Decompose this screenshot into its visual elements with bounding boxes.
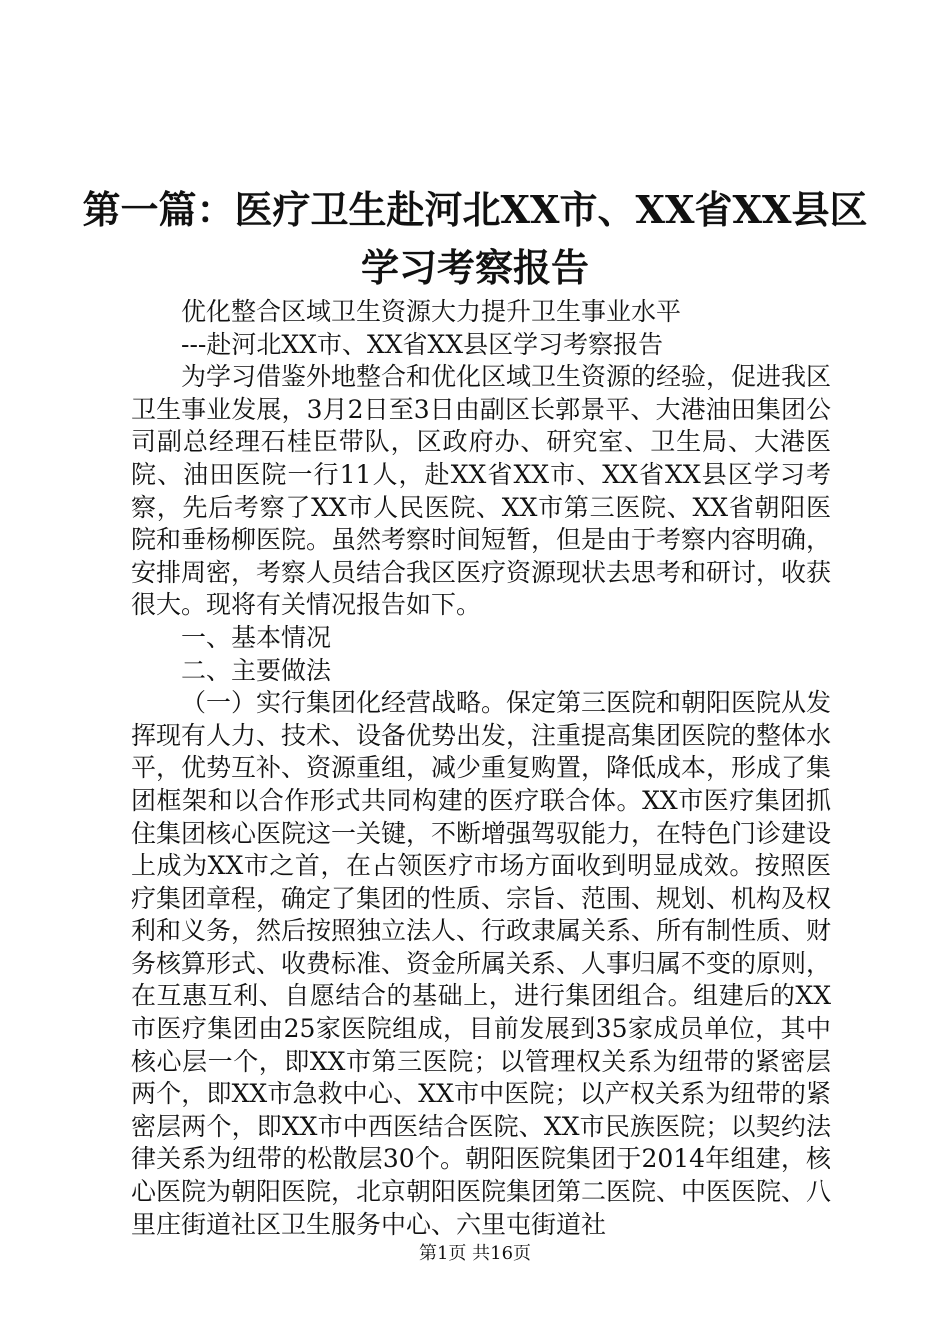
subtitle-paragraph: ---赴河北XX市、XX省XX县区学习考察报告 <box>181 329 664 359</box>
page-footer: 第1页 共16页 <box>418 1243 532 1264</box>
section-heading: 一、基本情况 <box>181 622 332 652</box>
body-paragraph: （一）实行集团化经营战略。保定第三医院和朝阳医院从发挥现有人力、技术、设备优势出发，注重提高集团医院的整体水平，优势互补、资源重组，减少重复购置，降低成本，形成了集团框架和以合作形式共同构建的医疗联合体。XX市医疗集团抓住集团核心医院这一关键，不断增强驾驭能力，在特色门诊建设上成为XX市之首，在占领医疗市场方面收到明显成效。按照医疗集团章程，确定了集团的性质、宗旨、范围、规划、机构及权利和义务，然后按照独立法人、行政隶属关系、所有制性质、财务核算形式、收费标准、资金所属关系、人事归属不变的原则，在互惠互利、自愿结合的基础上，进行集团组合。组建后的XX市医疗集团由25家医院组成，目前发展到35家成员单位，其中核心层一个，即XX市第三医院；以管理权关系为纽带的紧密层两个，即XX市急救中心、XX市中医院；以产权关系为纽带的紧密层两个，即XX市中西医结合医院、XX市民族医院；以契约法律关系为纽带的松散层30个。朝阳医院集团于2014年组建，核心医院为朝阳医院，北京朝阳医院集团第二医院、中医医院、八里庄街道社区卫生服务中心、六里屯街道社 <box>131 688 832 1239</box>
document-body <box>131 296 831 1241</box>
section-heading: 二、主要做法 <box>181 655 332 685</box>
body-paragraph: 为学习借鉴外地整合和优化区域卫生资源的经验，促进我区卫生事业发展，3月2日至3日由副区长郭景平、大港油田集团公司副总经理石桂臣带队，区政府办、研究室、卫生局、大港医院、油田医院一行11人，赴XX省XX市、XX省XX县区学习考察，先后考察了XX市人民医院、XX市第三医院、XX省朝阳医院和垂杨柳医院。虽然考察时间短暂，但是由于考察内容明确，安排周密，考察人员结合我区医疗资源现状去思考和研讨，收获很大。现将有关情况报告如下。 <box>131 362 832 620</box>
document-title-line-1: 第一篇：医疗卫生赴河北XX市、XX省XX县区 <box>82 187 868 232</box>
subtitle-paragraph: 优化整合区域卫生资源大力提升卫生事业水平 <box>181 297 682 326</box>
document-title-line-2: 学习考察报告 <box>360 245 589 290</box>
